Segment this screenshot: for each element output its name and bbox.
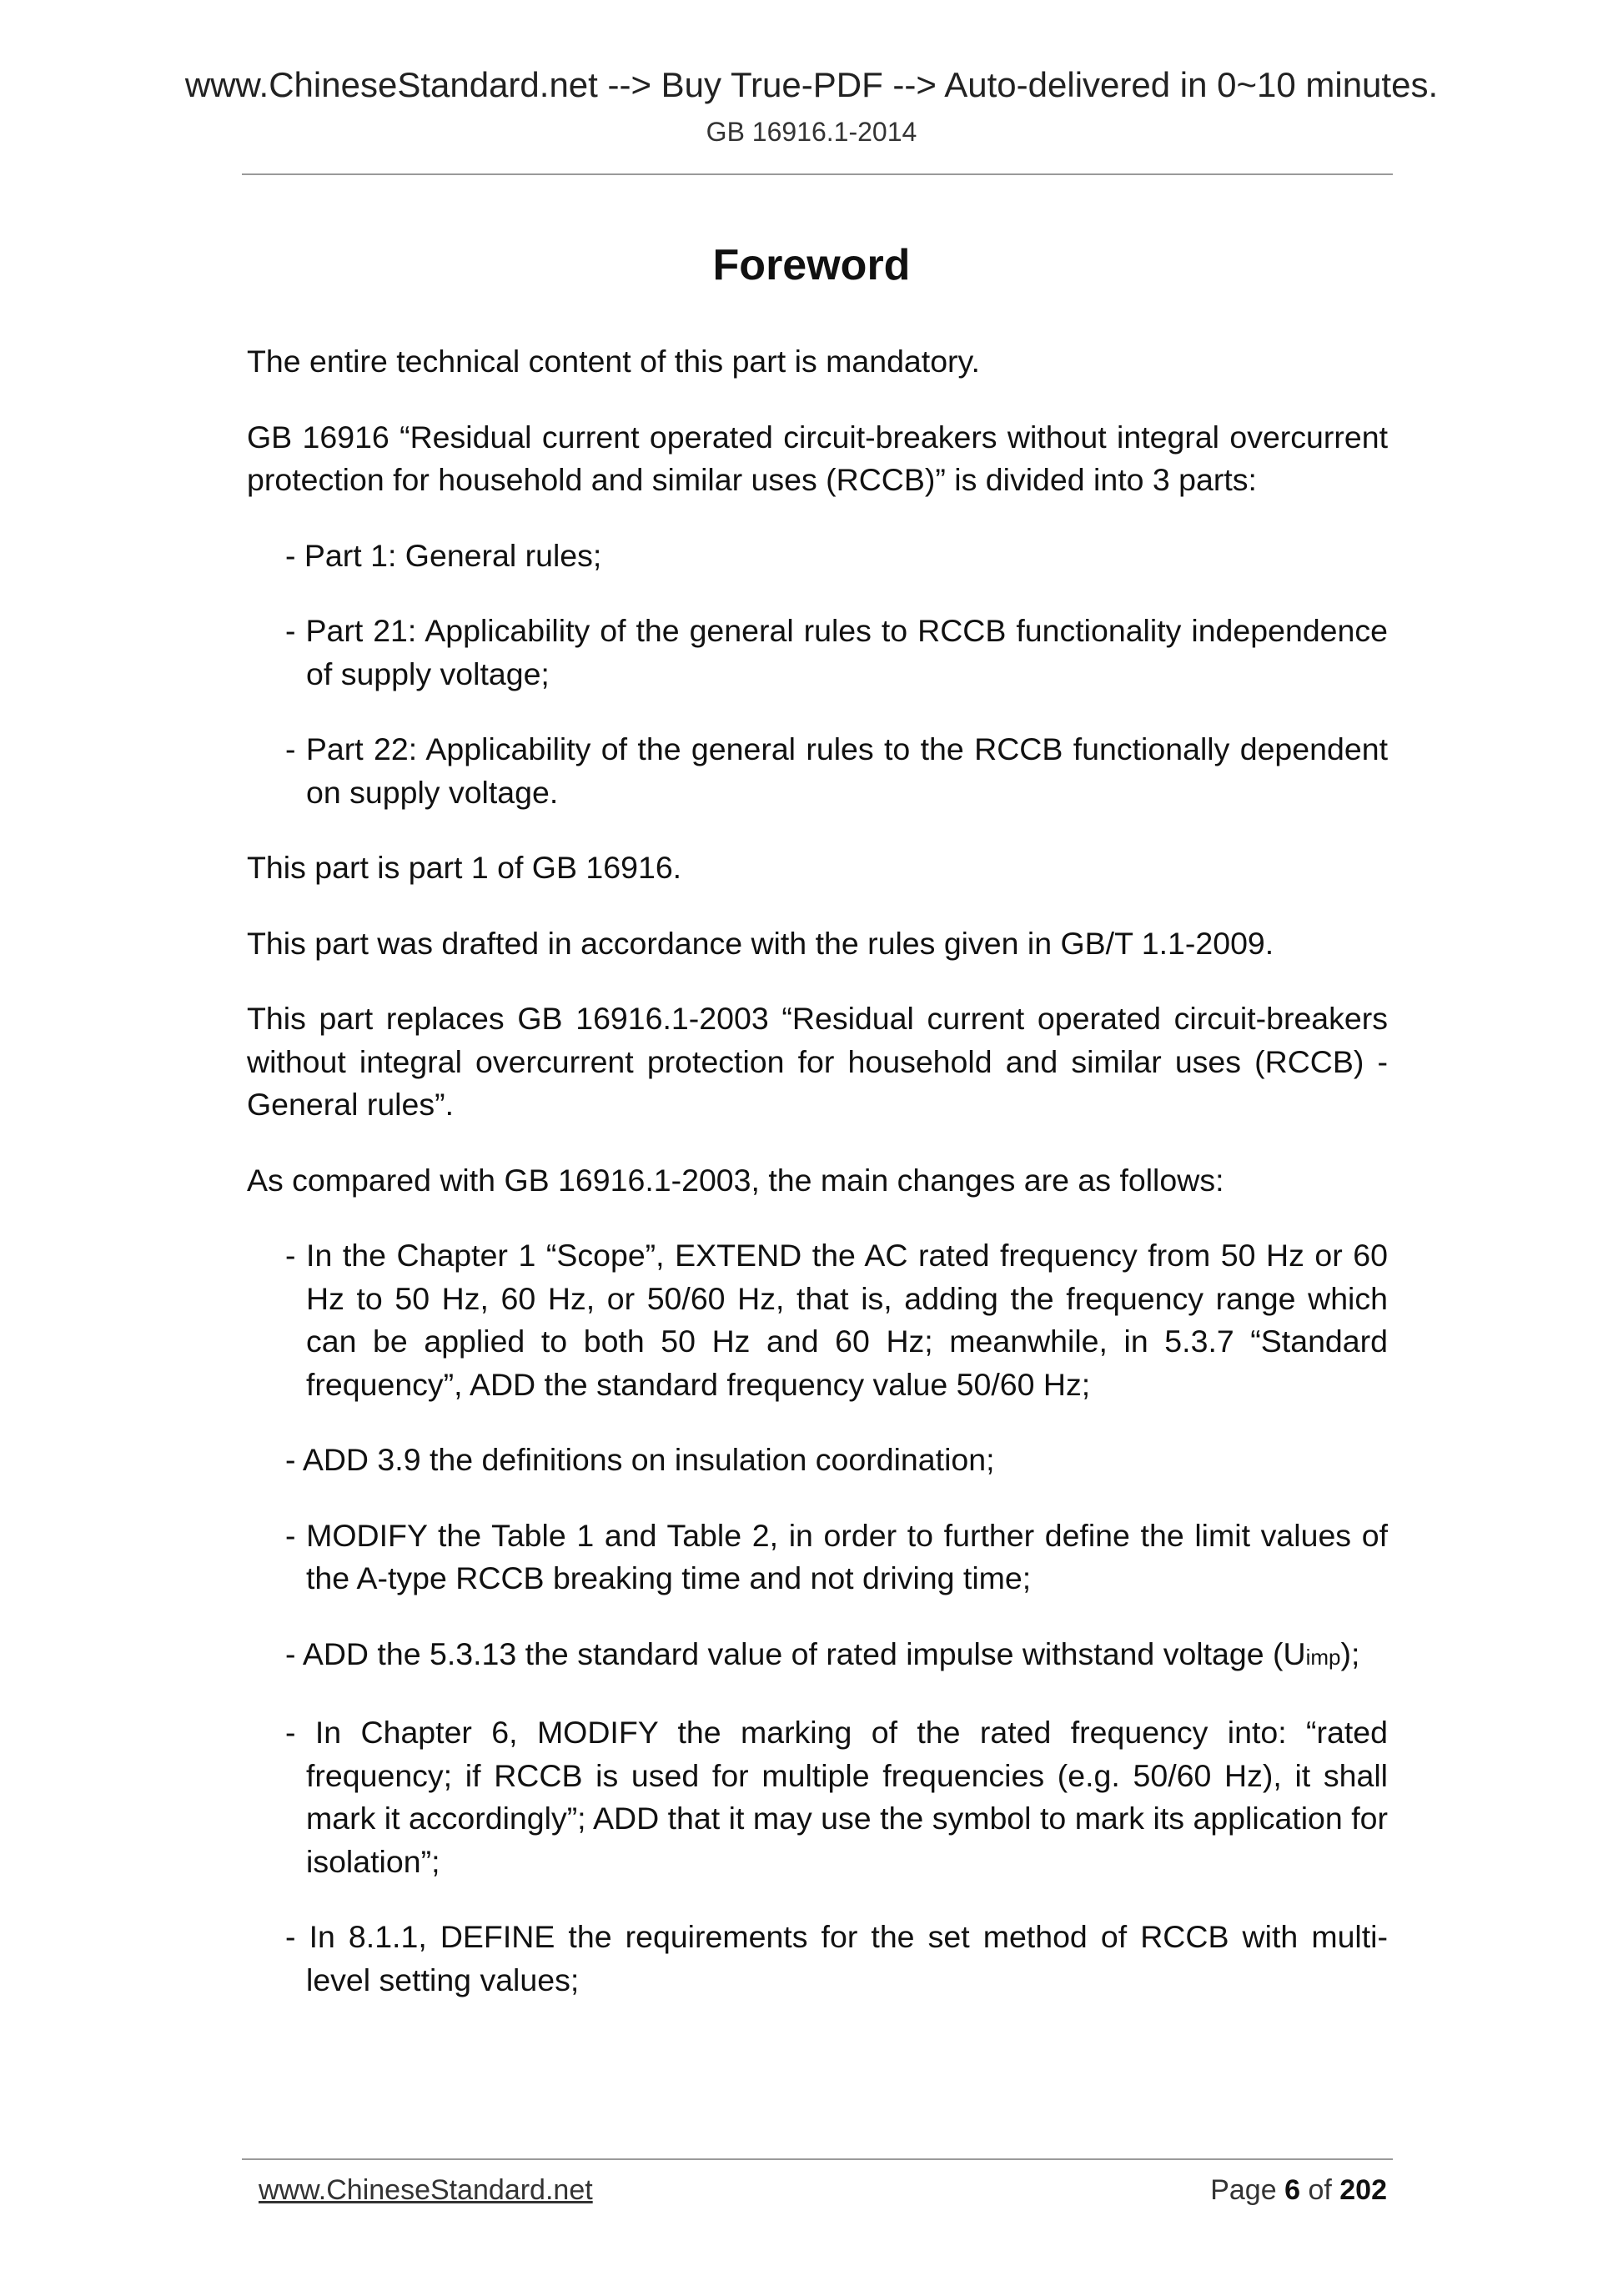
list-item-change-scope: - In the Chapter 1 “Scope”, EXTEND the AC rated frequency from 50 Hz or 60 Hz to 50 Hz, 60 Hz, or 50/60 Hz, that is, adding the frequency range which can be applied to both 50 Hz and 60 Hz; meanwhile, in 5.3.7 “Standard frequency”, ADD the standard frequency value 50/60 Hz;	[285, 1238, 1388, 1402]
footer-page-number	[1210, 2174, 1387, 2207]
paragraph-parts-intro: GB 16916 “Residual current operated circuit-breakers without integral overcurrent protection for household and similar uses (RCCB)” is divided into 3 parts:	[247, 419, 1388, 497]
change-impulse-end: );	[1340, 1635, 1360, 1671]
list-item-change-tables: - MODIFY the Table 1 and Table 2, in order to further define the limit values of the A-type RCCB breaking time and not driving time;	[285, 1517, 1388, 1595]
list-item-part-1: - Part 1: General rules;	[285, 537, 602, 573]
footer-divider	[242, 2158, 1393, 2160]
list-item-change-setting-values: - In 8.1.1, DEFINE the requirements for the set method of RCCB with multi-level setting values;	[285, 1919, 1388, 1997]
list-item-part-21: - Part 21: Applicability of the general rules to RCCB functionality independence of supply voltage;	[285, 613, 1388, 691]
paragraph-drafting-rules: This part was drafted in accordance with the rules given in GB/T 1.1-2009.	[247, 925, 1274, 961]
page-title: Foreword	[712, 241, 911, 289]
paragraph-mandatory: The entire technical content of this part is mandatory.	[247, 344, 980, 379]
change-impulse-text: - ADD the 5.3.13 the standard value of rated impulse withstand voltage (U	[285, 1635, 1306, 1671]
footer-website-link[interactable]: www.ChineseStandard.net	[259, 2174, 593, 2206]
current-page: 6	[1284, 2174, 1300, 2206]
paragraph-changes-intro: As compared with GB 16916.1-2003, the main changes are as follows:	[247, 1162, 1224, 1198]
list-item-change-impulse-voltage	[285, 1633, 1388, 1680]
paragraph-replaces: This part replaces GB 16916.1-2003 “Residual current operated circuit-breakers without integral overcurrent protection for household and similar uses (RCCB) - General rules”.	[247, 1001, 1388, 1122]
page-word: Page	[1210, 2174, 1277, 2206]
total-pages: 202	[1339, 2174, 1387, 2206]
list-item-change-marking: - In Chapter 6, MODIFY the marking of the rated frequency into: “rated frequency; if RCCB is used for multiple frequencies (e.g. 50/60 Hz), it shall mark it accordingly”; ADD that it may use the symbol to mark its application for isolation”;	[285, 1715, 1388, 1879]
foreword-body	[247, 340, 1388, 2034]
impulse-subscript: imp	[1305, 1644, 1341, 1670]
of-word: of	[1308, 2174, 1332, 2206]
header-standard-id: GB 16916.1-2014	[706, 117, 917, 147]
list-item-change-definitions: - ADD 3.9 the definitions on insulation coordination;	[285, 1442, 995, 1477]
list-item-part-22: - Part 22: Applicability of the general rules to the RCCB functionally dependent on supply voltage.	[285, 731, 1388, 810]
header-banner: www.ChineseStandard.net --> Buy True-PDF --> Auto-delivered in 0~10 minutes.	[184, 65, 1439, 104]
paragraph-part-of: This part is part 1 of GB 16916.	[247, 850, 682, 885]
header-divider	[242, 173, 1393, 175]
